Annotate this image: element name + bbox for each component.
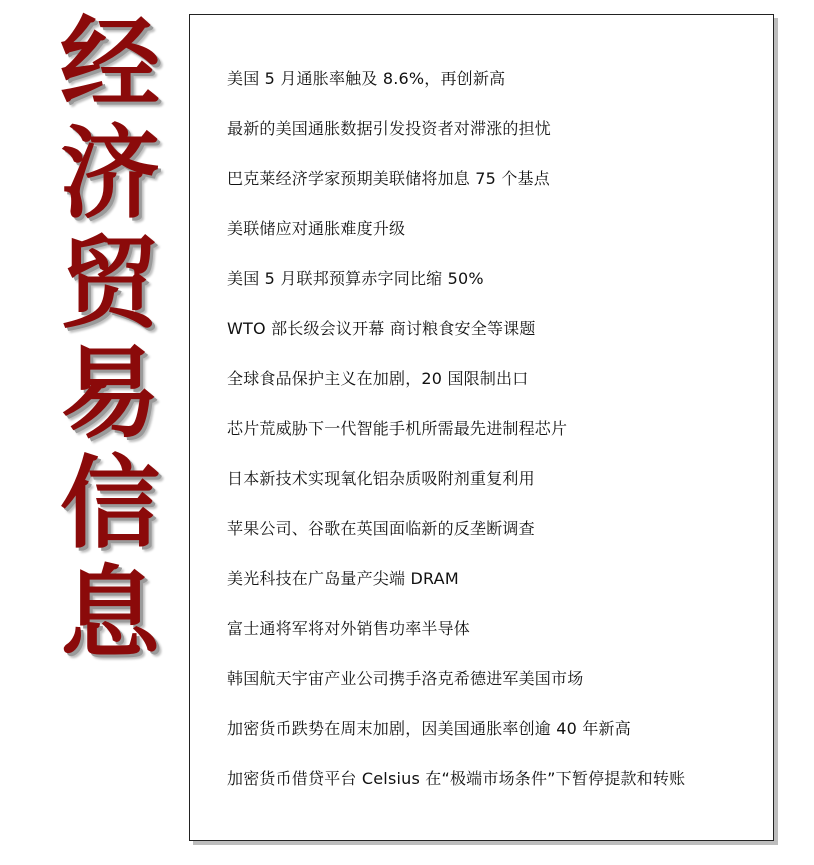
news-panel xyxy=(189,14,774,841)
news-item: 美联储应对通胀难度升级 xyxy=(227,219,406,238)
title-char: 济 xyxy=(60,114,160,232)
news-item: 巴克莱经济学家预期美联储将加息 75 个基点 xyxy=(227,169,550,188)
news-item: WTO 部长级会议开幕 商讨粮食安全等课题 xyxy=(227,319,536,338)
title-char: 贸 xyxy=(60,224,160,342)
news-item: 富士通将军将对外销售功率半导体 xyxy=(227,619,471,638)
news-item: 苹果公司、谷歌在英国面临新的反垄断调查 xyxy=(227,519,535,538)
news-item: 美国 5 月通胀率触及 8.6%，再创新高 xyxy=(227,69,506,88)
news-item: 日本新技术实现氧化铝杂质吸附剂重复利用 xyxy=(227,469,535,488)
news-item: 加密货币跌势在周末加剧，因美国通胀率创逾 40 年新高 xyxy=(227,719,631,738)
title-char: 经 xyxy=(60,4,160,122)
news-list xyxy=(227,65,763,815)
title-char: 息 xyxy=(60,554,160,672)
news-item: 芯片荒威胁下一代智能手机所需最先进制程芯片 xyxy=(227,419,568,438)
news-item: 最新的美国通胀数据引发投资者对滞涨的担忧 xyxy=(227,119,552,138)
title-char: 信 xyxy=(60,444,160,562)
news-item: 韩国航天宇宙产业公司携手洛克希德进军美国市场 xyxy=(227,669,584,688)
news-item: 加密货币借贷平台 Celsius 在“极端市场条件”下暂停提款和转账 xyxy=(227,769,686,788)
title-char: 易 xyxy=(60,334,160,452)
news-item: 美国 5 月联邦预算赤字同比缩 50% xyxy=(227,269,484,288)
news-item: 美光科技在广岛量产尖端 DRAM xyxy=(227,569,459,588)
vertical-title xyxy=(40,4,180,672)
news-item: 全球食品保护主义在加剧，20 国限制出口 xyxy=(227,369,529,388)
